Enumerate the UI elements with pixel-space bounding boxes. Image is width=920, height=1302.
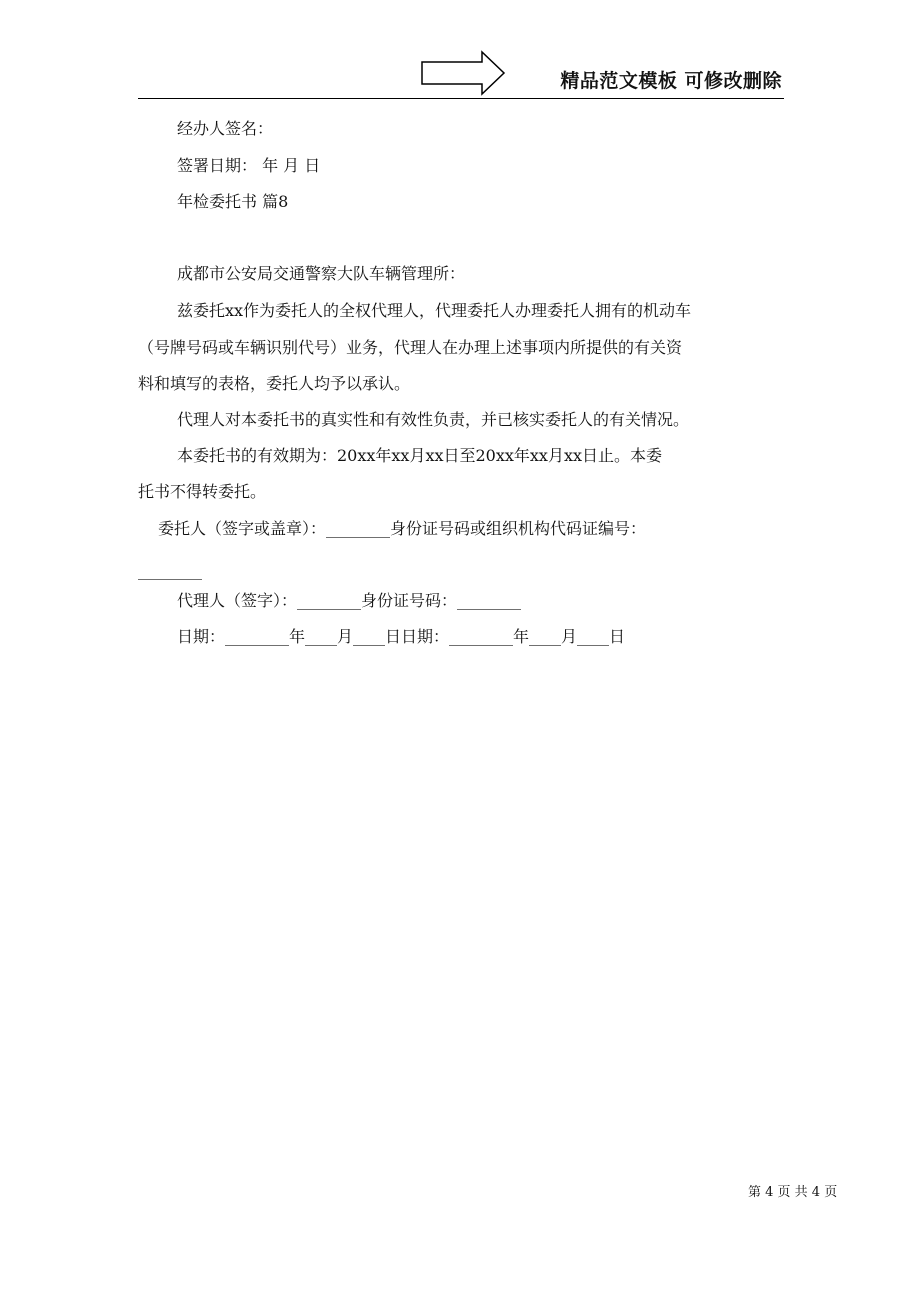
- body-paragraph-2: 代理人对本委托书的真实性和有效性负责，并已核实委托人的有关情况。: [177, 410, 690, 429]
- agent-signature-line: 代理人（签字）：________身份证号码：________: [177, 591, 522, 610]
- body-paragraph-1-line-1: 兹委托xx作为委托人的全权代理人，代理委托人办理委托人拥有的机动车: [177, 301, 692, 320]
- page-number: 第 4 页 共 4 页: [748, 1185, 838, 1200]
- handler-signature-line: 经办人签名：: [177, 119, 274, 138]
- body-paragraph-3-line-1: 本委托书的有效期为：20xx年xx月xx日至20xx年xx月xx日止。本委: [177, 446, 663, 465]
- header-title: 精品范文模板 可修改删除: [560, 70, 782, 92]
- recipient-line: 成都市公安局交通警察大队车辆管理所：: [177, 264, 466, 283]
- signing-date-line: 签署日期： 年 月 日: [177, 156, 321, 175]
- section-title: 年检委托书 篇8: [177, 192, 289, 211]
- principal-id-blank: ________: [138, 561, 202, 580]
- principal-signature-line: 委托人（签字或盖章）：________身份证号码或组织机构代码证编号：: [158, 519, 647, 538]
- body-paragraph-1-line-2: （号牌号码或车辆识别代号）业务，代理人在办理上述事项内所提供的有关资: [138, 338, 683, 357]
- body-paragraph-1-line-3: 料和填写的表格，委托人均予以承认。: [138, 374, 411, 393]
- date-line: 日期：________年____月____日日期：________年____月____日: [177, 627, 626, 646]
- page-header: [138, 48, 784, 99]
- body-paragraph-3-line-2: 托书不得转委托。: [138, 482, 267, 501]
- right-arrow-icon: [420, 50, 506, 96]
